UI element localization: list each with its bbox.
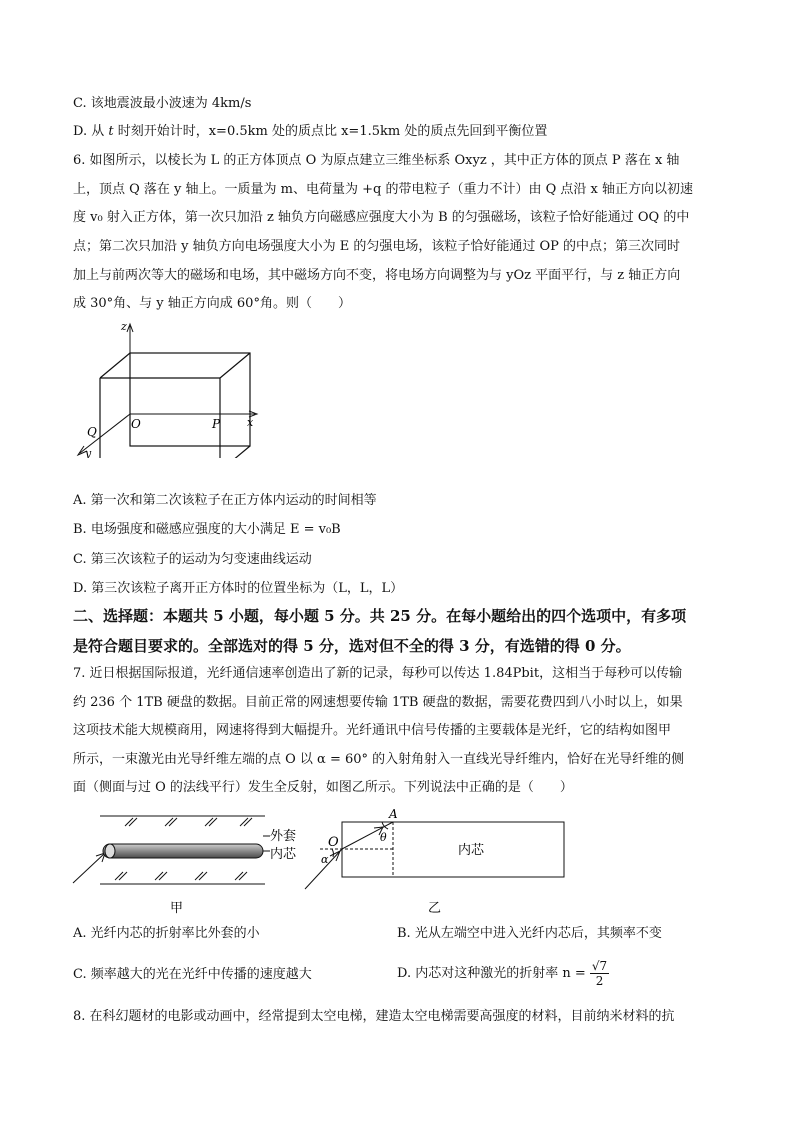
q7-stem-line5: 面（侧面与过 O 的法线平行）发生全反射，如图乙所示。下列说法中正确的是（ ）: [73, 780, 573, 795]
q5-option-c: C. 该地震波最小波速为 4km/s: [73, 96, 252, 111]
label-inner-core: 内芯: [270, 847, 297, 862]
q6-stem-line2: 上，顶点 Q 落在 y 轴上。一质量为 m、电荷量为 +q 的带电粒子（重力不计）由 Q 点沿 x 轴正方向以初速: [73, 182, 693, 197]
cube-axes: [75, 318, 275, 458]
figure-label-yi: 乙: [428, 901, 442, 916]
point-label-a: A: [389, 807, 398, 821]
q7-option-c: C. 频率越大的光在光纤中传播的速度越大: [73, 967, 312, 982]
q6-stem-line1: 6. 如图所示，以棱长为 L 的正方体顶点 O 为原点建立三维坐标系 Oxyz ，其中正方体的顶点 P 落在 x 轴: [73, 153, 680, 168]
q5-option-d: D. 从 t 时刻开始计时，x=0.5km 处的质点比 x=1.5km 处的质点先回到平衡位置: [73, 124, 548, 139]
point-label-p: P: [212, 417, 221, 431]
figure-label-jia: 甲: [170, 901, 184, 916]
angle-label-alpha: α: [321, 853, 329, 866]
angle-label-theta: θ: [380, 831, 387, 844]
q7-stem-line2: 约 236 个 1TB 硬盘的数据。目前正常的网速想要传输 1TB 硬盘的数据，需要花费四到八小时以上，如果: [73, 695, 683, 710]
fiber-figure-yi: [300, 804, 580, 919]
point-label-o: O: [328, 835, 339, 850]
q8-stem-line1: 8. 在科幻题材的电影或动画中，经常提到太空电梯，建造太空电梯需要高强度的材料，目前纳米材料的抗: [73, 1009, 675, 1024]
q7-option-d: D. 内芯对这种激光的折射率 n = $\frac{√7}{2}$: [397, 959, 608, 988]
label-outer-cladding: 外套: [270, 829, 297, 844]
q7-stem-line4: 所示，一束激光由光导纤维左端的点 O 以 α = 60° 的入射角射入一直线光导纤维内，恰好在光导纤维的侧: [73, 752, 685, 767]
point-label-q: Q: [87, 425, 97, 439]
q6-option-b: B. 电场强度和磁感应强度的大小满足 E = v₀B: [73, 522, 341, 537]
q6-option-d: D. 第三次该粒子离开正方体时的位置坐标为（L，L，L）: [73, 581, 404, 596]
q7-option-a: A. 光纤内芯的折射率比外套的小: [73, 926, 260, 941]
q6-option-c: C. 第三次该粒子的运动为匀变速曲线运动: [73, 552, 312, 567]
q6-option-a: A. 第一次和第二次该粒子在正方体内运动的时间相等: [73, 493, 377, 508]
q6-stem-line3: 度 v₀ 射入正方体，第一次只加沿 z 轴负方向磁感应强度大小为 B 的匀强磁场，该粒子恰好能通过 OQ 的中: [73, 210, 690, 225]
axis-label-y: y: [85, 447, 92, 458]
axis-label-x: x: [247, 416, 254, 429]
point-label-o: O: [131, 417, 141, 431]
box-label-inner-core: 内芯: [458, 843, 485, 858]
section-2-heading-line1: 二、选择题：本题共 5 小题，每小题 5 分。共 25 分。在每小题给出的四个选项中，有多项: [73, 607, 687, 625]
q6-stem-line5: 加上与前两次等大的磁场和电场，其中磁场方向不变，将电场方向调整为与 yOz 平面平行，与 z 轴正方向: [73, 268, 681, 283]
q7-stem-line1: 7. 近日根据国际报道，光纤通信速率创造出了新的记录，每秒可以传达 1.84Pbit，这相当于每秒可以传输: [73, 666, 683, 681]
fiber-figure-jia: [70, 808, 300, 918]
section-2-heading-line2: 是符合题目要求的。全部选对的得 5 分，选对但不全的得 3 分，有选错的得 0 分。: [73, 637, 631, 655]
q7-stem-line3: 这项技术能大规模商用，网速将得到大幅提升。光纤通讯中信号传播的主要载体是光纤，它的结构如图甲: [73, 723, 672, 738]
q6-stem-line4: 点；第二次只加沿 y 轴负方向电场强度大小为 E 的匀强电场，该粒子恰好能通过 OP 的中点；第三次同时: [73, 239, 681, 254]
q7-option-b: B. 光从左端空中进入光纤内芯后，其频率不变: [397, 926, 662, 941]
refractive-index-fraction: $\frac{√7}{2}$: [591, 959, 608, 988]
axis-label-z: z: [121, 320, 127, 333]
q6-stem-line6: 成 30°角、与 y 轴正方向成 60°角。则（ ）: [73, 296, 351, 311]
